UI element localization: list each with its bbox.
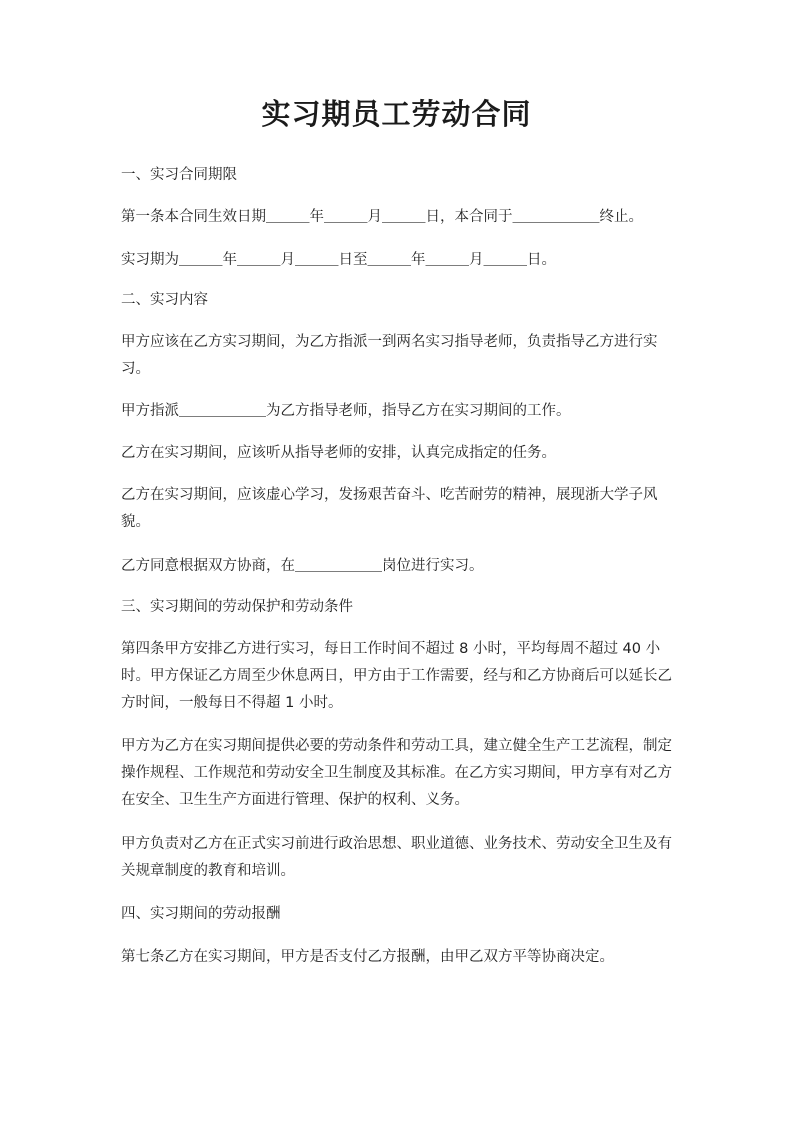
paragraph-training: 甲方负责对乙方在正式实习前进行政治思想、职业道德、业务技术、劳动安全卫生及有关规章制度的教育和培训。 bbox=[121, 836, 672, 879]
section-heading-protection: 三、实习期间的劳动保护和劳动条件 bbox=[121, 599, 353, 615]
section-heading-term: 一、实习合同期限 bbox=[121, 167, 237, 183]
paragraph-effective-date: 第一条本合同生效日期＿＿＿年＿＿＿月＿＿＿日，本合同于＿＿＿＿＿＿终止。 bbox=[121, 209, 643, 225]
paragraph-mentor-name: 甲方指派＿＿＿＿＿＿为乙方指导老师，指导乙方在实习期间的工作。 bbox=[121, 403, 571, 419]
document-title: 实习期员工劳动合同 bbox=[261, 97, 532, 131]
section-heading-content: 二、实习内容 bbox=[121, 292, 208, 308]
paragraph-follow-instructions: 乙方在实习期间，应该听从指导老师的安排，认真完成指定的任务。 bbox=[121, 445, 556, 461]
paragraph-working-hours: 第四条甲方安排乙方进行实习，每日工作时间不超过 8 小时，平均每周不超过 40 小时。甲方保证乙方周至少休息两日，甲方由于工作需要，经与和乙方协商后可以延长乙方时间，一般每日不得超 1 小时。 bbox=[121, 641, 672, 711]
paragraph-working-conditions: 甲方为乙方在实习期间提供必要的劳动条件和劳动工具，建立健全生产工艺流程，制定操作规程、工作规范和劳动安全卫生制度及其标准。在乙方实习期间，甲方享有对乙方在安全、卫生生产方面进行管理、保护的权利、义务。 bbox=[121, 738, 672, 808]
paragraph-position: 乙方同意根据双方协商，在＿＿＿＿＿＿岗位进行实习。 bbox=[121, 558, 484, 574]
paragraph-internship-period: 实习期为＿＿＿年＿＿＿月＿＿＿日至＿＿＿年＿＿＿月＿＿＿日。 bbox=[121, 252, 556, 268]
paragraph-remuneration: 第七条乙方在实习期间，甲方是否支付乙方报酬，由甲乙双方平等协商决定。 bbox=[121, 949, 614, 965]
section-heading-remuneration: 四、实习期间的劳动报酬 bbox=[121, 906, 281, 922]
paragraph-attitude: 乙方在实习期间，应该虚心学习，发扬艰苦奋斗、吃苦耐劳的精神，展现浙大学子风貌。 bbox=[121, 487, 658, 530]
paragraph-mentor-assignment: 甲方应该在乙方实习期间，为乙方指派一到两名实习指导老师，负责指导乙方进行实习。 bbox=[121, 334, 658, 377]
